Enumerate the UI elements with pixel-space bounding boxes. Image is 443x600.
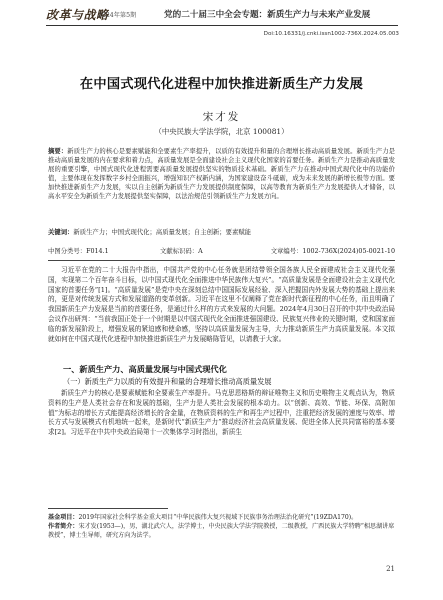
author-name: 宋才发 bbox=[202, 111, 241, 123]
journal-logo: 改革与战略 bbox=[46, 8, 109, 22]
keywords bbox=[48, 228, 395, 237]
meta-rule bbox=[48, 260, 395, 261]
article-number: 文章编号：1002-736X(2024)05-0021-10 bbox=[270, 248, 395, 255]
article-meta bbox=[48, 246, 395, 256]
fund-note bbox=[48, 513, 395, 522]
article-title: 在中国式现代化进程中加快推进新质生产力发展 bbox=[79, 77, 364, 92]
section-heading: 一、新质生产力、高质量发展与中国式现代化 bbox=[63, 364, 227, 374]
special-topic: 党的二十届三中全会专题：新质生产力与未来产业发展 bbox=[164, 10, 371, 20]
fund-label: 基金项目： bbox=[48, 514, 79, 521]
page-number: 21 bbox=[386, 565, 395, 573]
clc-number: 中图分类号：F014.1 bbox=[48, 248, 109, 255]
intro-paragraph: 习近平在党的二十大报告中指出，中国共产党的中心任务就是团结带领全国各族人民全面建成社会主义现代化强国，实现第二个百年奋斗目标，以中国式现代化全面推进中华民族伟大复兴”。“高质量发展是全面建设社会主义现代化国家的首要任务”[1]。“高质量发展”是党中央在深刻总结中国国际发展经验、深入把握国内外发展大势的基础上提出来的，更是对传统发展方式和发展道路的变革创新。习近平在这里不仅阐释了党在新时代新征程的中心任务，而且明确了我国新质生产力发展是当前的首要任务，是通过什么样的方式来发展的大问题。2024年4月30日召开的中共中央政治局会议作出研判：“当前我国正处于一个时期是以中国式现代化全面推进强国建设、民族复兴伟业的关键时期，党和国家面临的新发展阶段上，增强发展的紧迫感和使命感，坚持以高质量发展为主导，大力推动新质生产力高质量发展。本文拟就如何在中国式现代化进程中加快推进新质生产力发展略陈管见，以请教于大家。 bbox=[48, 266, 395, 343]
author-affiliation: （中央民族大学法学院，北京 100081） bbox=[154, 127, 289, 136]
abstract-text: 新质生产力的核心是要素赋能和全要素生产率提升，以质的有效提升和量的合理增长推动高质量发展。新质生产力是推动高质量发展的内在要求和着力点，高质量发展是全面建设社会主义现代化国家的首要任务。新质生产力是推动高质量发展的重要引擎，中国式现代化进程需要高质量发展提供坚实的物质技术基础。新质生产力在推动中国式现代化中的功能价值，主要体现在发挥数字乡村全面振兴，增强知识产权新内涵，为国家建设奋斗砥砺，成为未来发展的新增长极等方面。要加快推进新质生产力发展，实以自主创新为新质生产力发展提供制度保障，以高等教育为新质生产力发展提供人才储备，以高水平安全为新质生产力发展提供坚实保障，以法治规范引领新质生产力发展方向。 bbox=[48, 148, 395, 201]
section-paragraph: 新质生产力的核心是要素赋能和全要素生产率提升。马克思恩格斯的辩证唯物主义和历史唯物主义观点认为，物质资料的生产是人类社会存在和发展的基础，生产力是人类社会发展的根本动力。以“创新、高效、节能、环保、高附加值”为标志的增长方式能提高经济增长的含金量，在物质资料的生产和再生产过程中，注重把经济发展的速度与效率、增长方式与发展模式有机地统一起来，是新时代“新质生产力”推动经济社会高质量发展、促进全体人民共同富裕的基本要求[2]。习近平在中共中央政治局第十一次集体学习时指出，新质生 bbox=[48, 389, 395, 437]
keywords-text: 新质生产力；中国式现代化；高质量发展；自主创新；要素赋能 bbox=[73, 229, 252, 236]
footnote-rule bbox=[48, 508, 168, 509]
abstract bbox=[48, 147, 395, 202]
doi: Doi:10.16331/j.cnki.issn1002-736X.2024.05.003 bbox=[263, 31, 399, 37]
intro-text bbox=[48, 266, 395, 345]
header-rule bbox=[46, 25, 398, 26]
document-code: 文献标识码：A bbox=[160, 248, 203, 255]
keywords-label: 关键词： bbox=[48, 229, 74, 236]
abstract-label: 摘要： bbox=[48, 148, 68, 155]
fund-text: 2019年国家社会科学基金重大项目“中华民族伟大复兴视域下民族事务治理法治化研究”(19ZDA170)。 bbox=[78, 514, 358, 521]
section-text bbox=[48, 389, 395, 438]
author-bio-label: 作者简介： bbox=[48, 523, 79, 530]
subsection-heading: （一）新质生产力以质的有效提升和量的合理增长推动高质量发展 bbox=[63, 377, 272, 386]
author-bio-text: 宋才发(1953—)，男，湖北武穴人，法学博士，中央民族大学法学院教授，二级教授，广西民族大学特聘“相思湖讲席教授”，博士生导师，研究方向为法学。 bbox=[48, 523, 395, 539]
author-note bbox=[48, 522, 395, 540]
running-header bbox=[46, 7, 398, 23]
footnotes bbox=[48, 513, 395, 540]
issue-label: 2024年第5期 bbox=[98, 12, 137, 19]
